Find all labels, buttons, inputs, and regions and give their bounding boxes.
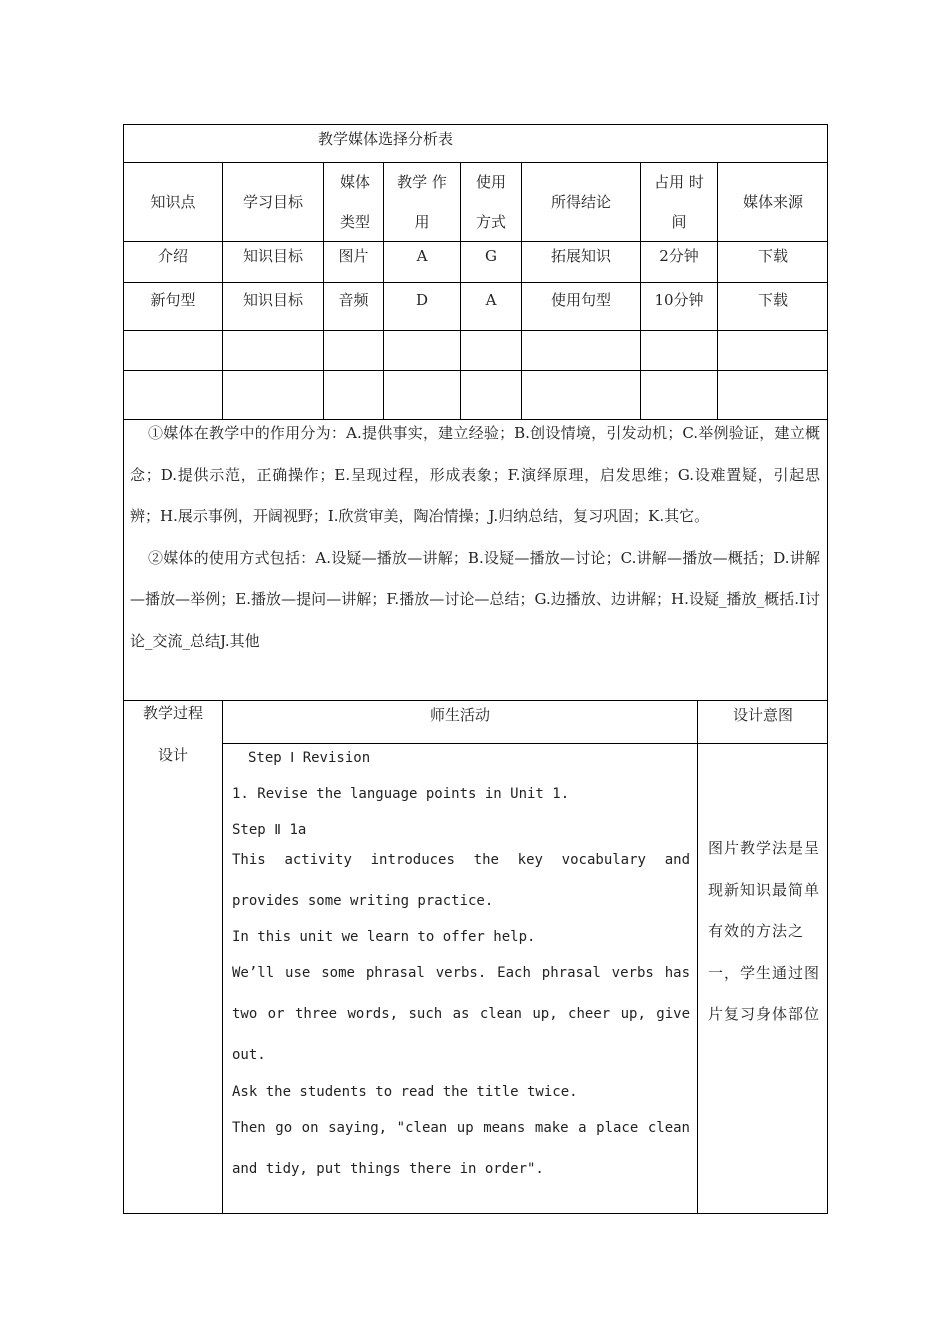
col-divider xyxy=(697,700,698,1214)
activity-line: 1. Revise the language points in Unit 1. xyxy=(232,786,570,802)
table-cell: 知识目标 xyxy=(242,247,303,265)
process-label-line1: 教学过程 xyxy=(142,704,203,722)
teacher-student-activity xyxy=(232,745,690,1190)
header-teaching-role: 教学 作用 xyxy=(397,173,447,231)
activity-line: Step Ⅱ 1a xyxy=(232,822,307,838)
activity-line: We’ll use some phrasal verbs. Each phrasal verbs has two or three words, such as clean up, cheer up, give out. xyxy=(232,965,690,1063)
header-conclusion: 所得结论 xyxy=(550,193,611,211)
activity-line: Then go on saying, "clean up means make a place clean and tidy, put things there in order". xyxy=(232,1120,690,1177)
activity-header: 师生活动 xyxy=(429,706,490,724)
row-divider xyxy=(123,370,828,371)
note-usage-modes: ②媒体的使用方式包括：A.设疑—播放—讲解；B.设疑—播放—讨论；C.讲解—播放—概括；D.讲解—播放—举例；E.播放—提问—讲解；F.播放—讨论—总结；G.边播放、边讲解；H.设疑_播放_概括.I讨论_交流_总结J.其他 xyxy=(130,548,820,650)
intent-header: 设计意图 xyxy=(732,706,793,724)
header-usage-mode: 使用方式 xyxy=(475,173,506,231)
media-notes xyxy=(130,413,820,662)
note-teaching-roles: ①媒体在教学中的作用分为：A.提供事实，建立经验；B.创设情境，引发动机；C.举例验证，建立概念；D.提供示范，正确操作；E.呈现过程，形成表象；F.演绎原理，启发思维；G.设难置疑，引起思辨；H.展示事例，开阔视野；I.欣赏审美，陶冶情操；J.归纳总结，复习巩固；K.其它。 xyxy=(130,424,820,525)
table-cell: 下载 xyxy=(757,291,788,309)
table-cell: 10分钟 xyxy=(654,291,704,309)
design-intent: 图片教学法是呈现新知识最简单有效的方法之一，学生通过图片复习身体部位 xyxy=(708,839,821,1023)
activity-line: In this unit we learn to offer help. xyxy=(232,929,536,945)
table-cell: 介绍 xyxy=(157,247,188,265)
table-cell: 拓展知识 xyxy=(550,247,611,265)
row-divider xyxy=(222,743,828,744)
table-title: 教学媒体选择分析表 xyxy=(318,130,454,148)
activity-line: This activity introduces the key vocabulary and provides some writing practice. xyxy=(232,852,690,909)
table-cell: 使用句型 xyxy=(550,291,611,309)
table-cell: 知识目标 xyxy=(242,291,303,309)
header-knowledge-point: 知识点 xyxy=(150,193,196,211)
table-cell: 下载 xyxy=(757,247,788,265)
table-cell: G xyxy=(485,247,497,265)
table-cell: A xyxy=(416,247,428,265)
table-cell: D xyxy=(415,291,429,309)
header-time-used: 占用 时间 xyxy=(654,173,704,231)
header-media-type: 媒体类型 xyxy=(340,173,371,231)
header-media-source: 媒体来源 xyxy=(742,193,803,211)
table-cell: 图片 xyxy=(338,247,369,265)
header-learning-goal: 学习目标 xyxy=(242,193,303,211)
table-cell: 2分钟 xyxy=(659,247,699,265)
table-cell: 新句型 xyxy=(150,291,196,309)
activity-line: Step Ⅰ Revision xyxy=(248,750,371,766)
table-cell: A xyxy=(485,291,497,309)
activity-line: Ask the students to read the title twice. xyxy=(232,1084,578,1100)
process-label-line2: 设计 xyxy=(157,746,188,764)
col-divider xyxy=(222,700,223,1214)
table-cell: 音频 xyxy=(338,291,369,309)
row-divider xyxy=(123,330,828,331)
